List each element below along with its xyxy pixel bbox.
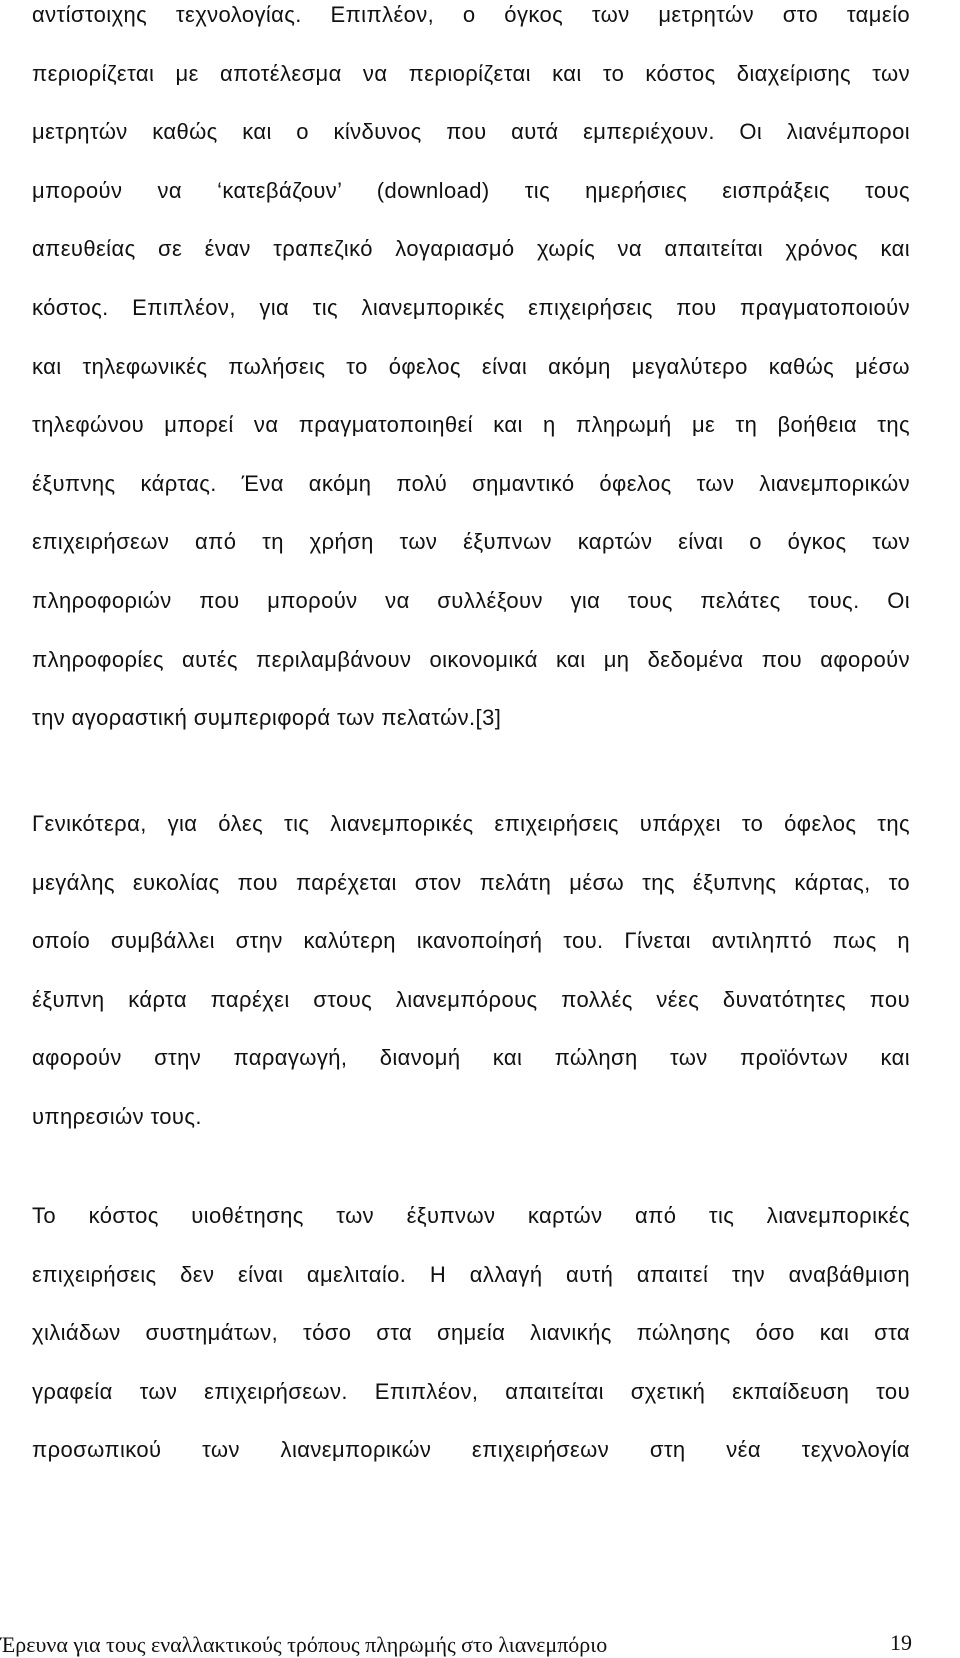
- text-line: την αγοραστική συμπεριφορά των πελατών.[3]: [32, 705, 502, 731]
- text-line: απευθείας σε έναν τραπεζικό λογαριασμό χωρίς να απαιτείται χρόνος και: [32, 236, 910, 262]
- text-line: έξυπνη κάρτα παρέχει στους λιανεμπόρους πολλές νέες δυνατότητες που: [32, 986, 910, 1012]
- text-line: χιλιάδων συστημάτων, τόσο στα σημεία λιανικής πώλησης όσο και στα: [32, 1320, 910, 1346]
- text-line: επιχειρήσεων από τη χρήση των έξυπνων καρτών είναι ο όγκος των: [32, 529, 910, 555]
- text-line: Γενικότερα, για όλες τις λιανεμπορικές επιχειρήσεις υπάρχει το όφελος της: [32, 811, 910, 836]
- page-number: 19: [890, 1630, 912, 1655]
- paragraph-3: [32, 1201, 910, 1494]
- text-line: μεγάλης ευκολίας που παρέχεται στον πελάτη μέσω της έξυπνης κάρτας, το: [32, 869, 910, 895]
- text-line: και τηλεφωνικές πωλήσεις το όφελος είναι ακόμη μεγαλύτερο καθώς μέσω: [32, 353, 910, 379]
- text-line: κόστος. Επιπλέον, για τις λιανεμπορικές επιχειρήσεις που πραγματοποιούν: [32, 294, 910, 320]
- text-line: Το κόστος υιοθέτησης των έξυπνων καρτών από τις λιανεμπορικές: [32, 1203, 910, 1228]
- text-line: οποίο συμβάλλει στην καλύτερη ικανοποίησή του. Γίνεται αντιληπτό πως η: [32, 928, 910, 954]
- text-line: γραφεία των επιχειρήσεων. Επιπλέον, απαιτείται σχετική εκπαίδευση του: [32, 1378, 910, 1404]
- text-line: αντίστοιχης τεχνολογίας. Επιπλέον, ο όγκος των μετρητών στο ταμείο: [32, 2, 910, 27]
- page-footer: [0, 1536, 960, 1657]
- text-line: περιορίζεται με αποτέλεσμα να περιορίζεται και το κόστος διαχείρισης των: [32, 60, 910, 86]
- text-line: επιχειρήσεις δεν είναι αμελιταίο. Η αλλαγή αυτή απαιτεί την αναβάθμιση: [32, 1261, 910, 1287]
- paragraph-1: [32, 0, 910, 762]
- text-line: προσωπικού των λιανεμπορικών επιχειρήσεων στη νέα τεχνολογία: [32, 1437, 910, 1463]
- paragraph-2: [32, 809, 910, 1161]
- text-line: μπορούν να ‘κατεβάζουν’ (download) τις ημερήσιες εισπράξεις τους: [32, 177, 910, 203]
- text-line: αφορούν στην παραγωγή, διανομή και πώληση των προϊόντων και: [32, 1045, 910, 1071]
- text-line: υπηρεσιών τους.: [32, 1103, 202, 1129]
- text-line: έξυπνης κάρτας. Ένα ακόμη πολύ σημαντικό όφελος των λιανεμπορικών: [32, 470, 910, 496]
- footer-title: Έρευνα για τους εναλλακτικούς τρόπους πληρωμής στο λιανεμπόριο: [0, 1632, 608, 1657]
- text-line: μετρητών καθώς και ο κίνδυνος που αυτά εμπεριέχουν. Οι λιανέμποροι: [32, 119, 910, 145]
- footer-divider: [0, 1536, 960, 1537]
- text-line: πληροφορίες αυτές περιλαμβάνουν οικονομικά και μη δεδομένα που αφορούν: [32, 646, 910, 672]
- text-line: τηλεφώνου μπορεί να πραγματοποιηθεί και η πληρωμή με τη βοήθεια της: [32, 412, 910, 438]
- text-line: πληροφοριών που μπορούν να συλλέξουν για τους πελάτες τους. Οι: [32, 587, 910, 613]
